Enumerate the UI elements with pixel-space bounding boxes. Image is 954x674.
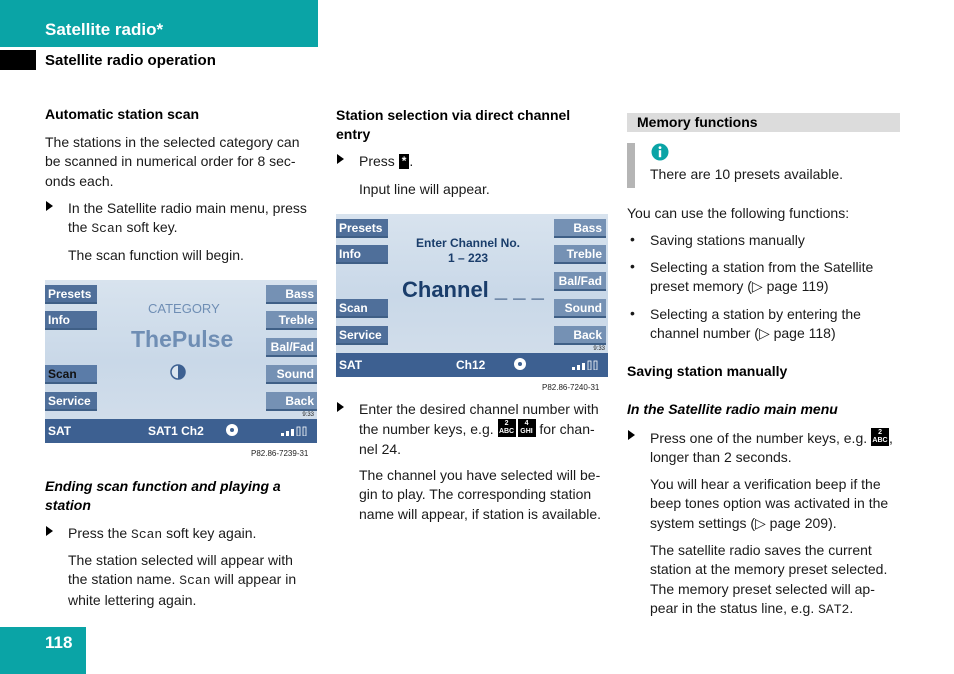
input-line-result: Input line will appear. (359, 181, 490, 197)
figure-code: P82.86-7239-31 (251, 449, 309, 458)
enter-number-step: Enter the desired channel number with the number keys, e.g. 2 ABC 4 GHI for chan- nel 24. (359, 400, 614, 459)
radio-screen-scan (45, 280, 317, 443)
step-arrow-icon (337, 402, 344, 412)
softkey-balfad: Bal/Fad (266, 338, 317, 357)
softkey-back: Back (266, 392, 317, 411)
page-number-box (0, 627, 86, 674)
press-star-step: Press * . (359, 152, 413, 171)
key-2abc: 2 ABC (872, 429, 888, 444)
softkey-sound: Sound (554, 299, 606, 318)
channel-input-line: Channel _ _ _ (402, 277, 544, 302)
section-title: Satellite radio* (45, 20, 164, 39)
radio-dot-icon (226, 424, 238, 436)
end-scan-step: Press the Scan soft key again. (68, 524, 328, 544)
figure-code: P82.86-7240-31 (542, 383, 600, 392)
subsection-marker (0, 50, 36, 70)
info-sidebar (627, 143, 635, 188)
clock: 9:33 (593, 346, 605, 352)
end-scan-result: The station selected will appear with the station name. Scan will appear in white lettering again. (68, 552, 297, 608)
clock: 9:33 (302, 412, 314, 418)
softkey-scan: Scan (45, 365, 97, 384)
heading-saving-station: Saving station manually (627, 363, 788, 379)
star-key: * (399, 154, 410, 169)
bullet-item: • Selecting a station from the Satellite preset memory (▷ page 119) (630, 258, 874, 295)
key-2abc: 2 ABC (498, 420, 515, 436)
beep-result: You will hear a verification beep if the beep tones option was activated in the system settings (▷ page 209). (650, 476, 889, 531)
subheading-main-menu: In the Satellite radio main menu (627, 401, 838, 417)
channel-result: The channel you have selected will be- gin to play. The corresponding station name will appear, if station is available. (359, 467, 602, 522)
softkey-bass: Bass (266, 285, 317, 304)
softkey-treble: Treble (554, 245, 606, 264)
softkey-info: Info (336, 245, 388, 264)
save-result: The satellite radio saves the current station at the memory preset selected. The memory preset selected will ap- pear in the status line, e.g. SAT2. (650, 542, 888, 617)
softkey-sound: Sound (266, 365, 317, 384)
softkey-service: Service (45, 392, 97, 411)
softkey-info: Info (45, 311, 97, 330)
softkey-presets: Presets (336, 219, 388, 238)
softkey-treble: Treble (266, 311, 317, 330)
heading-ending-scan: Ending scan function and playing a station (45, 478, 281, 514)
memory-functions-header: Memory functions (627, 113, 900, 132)
bullet-item: • Selecting a station by entering the channel number (▷ page 118) (630, 305, 861, 342)
info-text: There are 10 presets available. (650, 166, 843, 182)
scan-step: In the Satellite radio main menu, press the Scan soft key. (68, 199, 328, 239)
scan-intro: The stations in the selected category can be scanned in numerical order for 8 sec- onds each. (45, 134, 300, 189)
info-icon (651, 143, 669, 161)
softkey-back: Back (554, 326, 606, 345)
radio-dot-icon (514, 358, 526, 370)
page-number: 118 (45, 633, 73, 652)
channel-range: 1 – 223 (448, 251, 489, 265)
heading-automatic-scan: Automatic station scan (45, 106, 200, 122)
softkey-balfad: Bal/Fad (554, 272, 606, 291)
step-arrow-icon (46, 201, 53, 211)
status-line: SAT SAT1 Ch2 (45, 419, 317, 443)
category-value: ThePulse (131, 326, 234, 352)
step-arrow-icon (628, 430, 635, 440)
step-arrow-icon (46, 526, 53, 536)
scan-progress-icon (169, 363, 187, 381)
softkey-presets: Presets (45, 285, 97, 304)
signal-bars-icon (281, 425, 311, 435)
signal-bars-icon (572, 359, 602, 369)
heading-direct-channel: Station selection via direct channel entry (336, 107, 571, 143)
key-4ghi: 4 GHI (518, 419, 536, 437)
softkey-bass: Bass (554, 219, 606, 238)
bullet-item: • Saving stations manually (630, 231, 805, 248)
subsection-title: Satellite radio operation (45, 52, 216, 69)
functions-intro: You can use the following functions: (627, 205, 850, 221)
softkey-scan: Scan (336, 299, 388, 318)
softkey-service: Service (336, 326, 388, 345)
category-label: CATEGORY (148, 301, 220, 316)
radio-screen-channel-entry (336, 214, 608, 377)
step-arrow-icon (337, 154, 344, 164)
enter-channel-label: Enter Channel No. (416, 236, 521, 250)
scan-result: The scan function will begin. (68, 247, 244, 263)
status-line: SAT Ch12 (336, 353, 608, 377)
save-station-step: Press one of the number keys, e.g. 2 ABC , longer than 2 seconds. (650, 428, 910, 468)
